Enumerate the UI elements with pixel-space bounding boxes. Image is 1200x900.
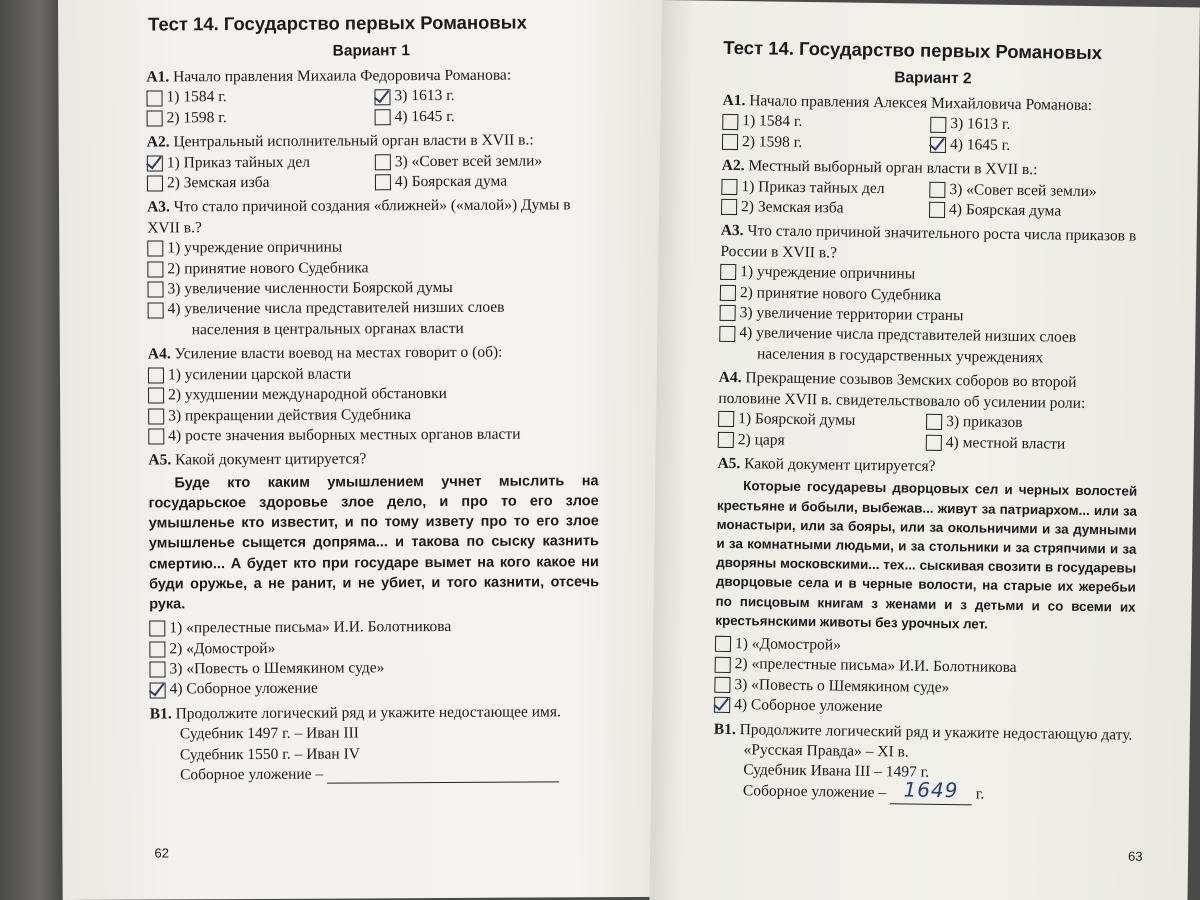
option-label: 3) 1613 г.: [394, 87, 455, 105]
checkbox[interactable]: [149, 662, 165, 678]
question-a3: [147, 196, 597, 239]
option-label: 2) принятие нового Судебника: [739, 283, 942, 304]
document-quote: [715, 476, 1137, 635]
question-a2: [147, 130, 597, 153]
question-number: А5.: [717, 454, 741, 473]
checkbox[interactable]: [146, 90, 162, 106]
option-label: 4) увеличение числа представителей низших слоев: [739, 324, 1077, 347]
question-number: А4.: [718, 369, 742, 387]
checkbox[interactable]: [148, 429, 164, 445]
option-label: 3) «Повесть о Шемякином суде»: [734, 675, 950, 696]
question-text: Какой документ цитируется?: [175, 450, 367, 469]
sequence-line: Соборное уложение –: [742, 781, 887, 801]
checkbox[interactable]: [718, 411, 734, 427]
quote-text: Буде кто каким умышлением учнет мыслить на государьское здоровье злое дело, и про то его злое умышленье кто известит, и по тому извету про то его злое умышленье сыщется допряма... и такова по сыску казнить смертию... А будет кто при государе вымет на кого какое ни буди оружье, а не ранит, и не убиет, и того казнити, отсечь рука.: [148, 472, 600, 613]
option-label: 1) учреждение опричнины: [740, 263, 916, 283]
answer-option[interactable]: [148, 363, 598, 386]
test-title: Тест 14. Государство первых Романовых: [148, 11, 527, 35]
answer-options: [722, 111, 1143, 158]
option-label: 3) «Повесть о Шемякином суде»: [169, 659, 385, 678]
question-b1: [150, 702, 600, 725]
answer-option[interactable]: [722, 111, 930, 134]
question-text: Что стало причиной создания «ближней» («малой») Думы в XVII в.?: [147, 196, 571, 237]
checkbox[interactable]: [929, 182, 945, 198]
option-label: 1) Боярской думы: [738, 410, 856, 429]
answer-option[interactable]: [722, 132, 930, 155]
option-label: 3) прекращении действия Судебника: [168, 405, 412, 424]
option-continuation: населения в центральных органах власти: [191, 319, 464, 339]
answer-option[interactable]: [375, 151, 597, 173]
checkbox[interactable]: [926, 414, 942, 430]
right-page-content: [713, 37, 1144, 808]
option-label: 4) росте значения выборных местных органов власти: [168, 425, 521, 445]
question-a1: [146, 65, 596, 88]
checkbox[interactable]: [926, 434, 942, 450]
option-label: 4) Боярская дума: [948, 201, 1062, 220]
checkbox[interactable]: [147, 261, 163, 277]
checkbox[interactable]: [718, 432, 734, 448]
option-label: 1) 1584 г.: [742, 112, 803, 131]
checkbox[interactable]: [715, 636, 731, 652]
checkbox[interactable]: [147, 110, 163, 126]
answer-options: [718, 409, 1139, 456]
answer-option[interactable]: [721, 197, 929, 220]
checkbox[interactable]: [715, 656, 731, 672]
test-title: Тест 14. Государство первых Романовых: [723, 36, 1103, 64]
answer-blank[interactable]: [327, 763, 559, 783]
option-label: 2) 1598 г.: [741, 132, 803, 151]
question-number: А2.: [721, 157, 745, 175]
option-label: 3) приказов: [946, 413, 1023, 432]
answer-option[interactable]: [149, 657, 599, 680]
option-label: 2) «прелестные письма» И.И. Болотникова: [734, 655, 1017, 677]
sequence-line: «Русская Правда» – XI в.: [743, 741, 909, 761]
question-text: Усиление власти воевод на местах говорит о (об):: [174, 343, 503, 363]
page-number: 62: [154, 845, 169, 861]
option-label: 4) Боярская дума: [394, 172, 508, 191]
question-text: Начало правления Михаила Федоровича Романова:: [173, 66, 512, 86]
answer-option[interactable]: [929, 200, 1141, 223]
answer-option[interactable]: [147, 236, 597, 259]
question-text: Прекращение созывов Земских соборов во второй половине XVII в. свидетельствовало об усилении роли:: [718, 369, 1086, 412]
checkbox[interactable]: [722, 134, 738, 150]
question-a3: [720, 221, 1141, 268]
answer-option[interactable]: [926, 432, 1138, 455]
answer-option[interactable]: [147, 277, 597, 300]
option-label: 1) Приказ тайных дел: [166, 153, 311, 172]
answer-option[interactable]: [148, 298, 598, 321]
option-label: 4) 1645 г.: [394, 107, 455, 126]
answer-blank[interactable]: [890, 777, 972, 805]
question-text: Продолжите логический ряд и укажите недостающую дату.: [739, 720, 1133, 744]
option-label: 1) учреждение опричнины: [167, 238, 343, 257]
answer-option[interactable]: [375, 106, 597, 128]
question-number: В1.: [149, 705, 172, 723]
handwritten-answer: 1649: [903, 777, 959, 802]
checkbox[interactable]: [149, 621, 165, 637]
question-text: Местный выборный орган власти в XVII в.:: [748, 157, 1038, 179]
answer-option[interactable]: [149, 637, 599, 660]
option-label: 4) местной власти: [945, 433, 1066, 453]
checkbox[interactable]: [721, 199, 737, 215]
checkbox[interactable]: [720, 305, 736, 321]
checkbox-checked[interactable]: [150, 682, 166, 698]
checkbox[interactable]: [720, 285, 736, 301]
answer-option[interactable]: [147, 107, 375, 129]
question-a5: [148, 448, 598, 471]
checkbox[interactable]: [721, 179, 737, 195]
answer-option[interactable]: [148, 404, 598, 427]
checkbox[interactable]: [375, 109, 391, 125]
option-label: 4) 1645 г.: [949, 135, 1011, 154]
question-number: А3.: [147, 198, 170, 216]
question-number: А1.: [722, 91, 746, 110]
answer-option[interactable]: [147, 152, 375, 174]
answer-option[interactable]: [147, 172, 375, 194]
answer-options: [147, 151, 597, 194]
question-number: В1.: [713, 720, 736, 738]
question-number: А4.: [147, 345, 171, 363]
checkbox[interactable]: [147, 241, 163, 257]
answer-option[interactable]: [926, 412, 1138, 435]
answer-option[interactable]: [146, 87, 374, 109]
checkbox[interactable]: [375, 174, 391, 190]
option-label: 1) «прелестные письма» И.И. Болотникова: [169, 618, 452, 637]
checkbox-checked[interactable]: [147, 155, 163, 171]
question-text: Центральный исполнительный орган власти в XVII в.:: [173, 131, 534, 151]
option-label: 4) увеличение числа представителей низших слоев: [167, 299, 505, 318]
option-label: 3) 1613 г.: [950, 115, 1011, 134]
option-label: 3) «Совет всей земли»: [394, 152, 543, 170]
answer-option[interactable]: [374, 86, 596, 108]
sequence-line: Судебник 1497 г. – Иван III: [179, 724, 359, 743]
page-number: 63: [1127, 848, 1143, 864]
option-label: 2) Земская изба: [166, 173, 270, 192]
checkbox[interactable]: [714, 677, 730, 693]
answer-options: [146, 86, 596, 129]
option-continuation: населения в государственных учреждениях: [756, 345, 1044, 367]
checkbox[interactable]: [147, 176, 163, 192]
option-label: 2) царя: [737, 430, 785, 449]
question-number: А5.: [148, 451, 172, 469]
option-label: 1) 1584 г.: [166, 88, 227, 106]
question-number: А1.: [146, 68, 170, 86]
answer-option[interactable]: [149, 616, 599, 639]
answer-option[interactable]: [930, 135, 1142, 158]
question-text: Начало правления Алексея Михайловича Романова:: [749, 92, 1093, 115]
answer-option[interactable]: [148, 383, 598, 406]
option-label: 1) усилении царской власти: [167, 365, 352, 384]
checkbox[interactable]: [375, 154, 391, 170]
answer-suffix: г.: [975, 785, 985, 803]
sequence-answer-line: [150, 763, 600, 786]
left-page: [58, 0, 669, 900]
sequence-line: Судебник 1550 г. – Иван IV: [179, 745, 360, 763]
option-label: 2) принятие нового Судебника: [167, 259, 369, 278]
variant-heading: Вариант 2: [894, 69, 972, 88]
answer-option[interactable]: [375, 171, 597, 193]
answer-option[interactable]: [721, 176, 929, 199]
option-label: 2) 1598 г.: [166, 108, 227, 127]
question-a4: [718, 368, 1139, 415]
option-label: 3) «Совет всей земли»: [949, 180, 1097, 200]
checkbox[interactable]: [929, 202, 945, 218]
option-label: 2) «Домострой»: [169, 639, 276, 657]
option-label: 2) ухудшении международной обстановки: [168, 385, 447, 404]
document-quote: [148, 471, 599, 615]
answer-option[interactable]: [718, 429, 926, 452]
question-a4: [148, 342, 598, 365]
answer-option[interactable]: [718, 409, 926, 432]
sequence-line: Судебник Ивана III – 1497 г.: [743, 761, 930, 782]
answer-option[interactable]: [148, 424, 598, 447]
option-label: 3) увеличение территории страны: [739, 304, 964, 325]
checkbox[interactable]: [148, 408, 164, 424]
option-label: 3) увеличение численности Боярской думы: [167, 278, 453, 298]
checkbox[interactable]: [149, 641, 165, 657]
checkbox[interactable]: [722, 113, 738, 129]
sequence-answer-line: [713, 777, 1133, 808]
option-label: 4) Соборное уложение: [169, 680, 318, 698]
sequence-line: Соборное уложение –: [180, 765, 324, 784]
question-text: Какой документ цитируется?: [744, 455, 936, 475]
variant-heading: Вариант 1: [332, 42, 410, 60]
checkbox[interactable]: [148, 302, 164, 318]
option-label: 4) Соборное уложение: [734, 696, 883, 716]
checkbox[interactable]: [148, 367, 164, 383]
answer-option[interactable]: [150, 678, 600, 701]
right-page: [649, 0, 1200, 900]
question-number: А3.: [720, 222, 744, 240]
checkbox[interactable]: [930, 116, 946, 132]
left-page-content: [146, 11, 600, 786]
checkbox[interactable]: [148, 388, 164, 404]
question-text: Продолжите логический ряд и укажите недостающее имя.: [175, 703, 561, 723]
answer-options: [721, 176, 1142, 223]
quote-text: Которые государевы дворцовых сел и черных волостей крестьяне и бобыли, выбежав... живут за патриархом... или за монастыри, или за бояры, или за окольничими и за думными и за комнатными людьми, и за стольники и за стряпчими и за дворяны московскими... тех... сыскивая свозити в государевы дворцовые села и в черные волости, на старые их жеребьи по писцовым книгам з женами и з детьми и со всеми их крестьянскими животы без урочных лет.: [715, 478, 1138, 632]
option-label: 2) Земская изба: [741, 198, 844, 217]
checkbox[interactable]: [719, 326, 735, 342]
checkbox[interactable]: [147, 282, 163, 298]
checkbox-checked[interactable]: [714, 697, 730, 713]
answer-option[interactable]: [147, 257, 597, 280]
checkbox[interactable]: [720, 264, 736, 280]
question-text: Что стало причиной значительного роста числа приказов в России в XVII в.?: [720, 222, 1137, 262]
checkbox-checked[interactable]: [930, 137, 946, 153]
option-label: 1) «Домострой»: [734, 635, 842, 654]
question-number: А2.: [146, 133, 170, 151]
option-label: 1) Приказ тайных дел: [741, 177, 885, 197]
checkbox-checked[interactable]: [374, 89, 390, 105]
